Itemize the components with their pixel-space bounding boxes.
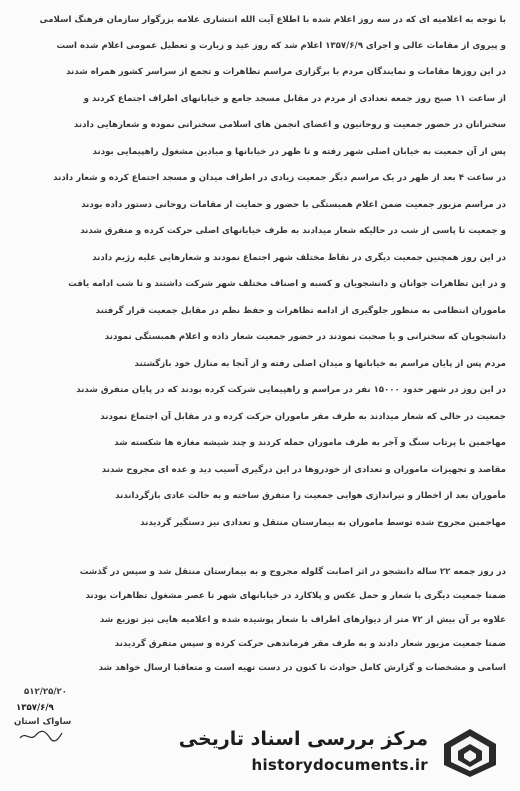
date-note: ۱۳۵۷/۶/۹: [16, 703, 54, 713]
text-line: دانشجویان که سخنرانی و یا صحبت نمودند در حضور جمعیت شعار داده و اعلام همبستگی نمودند: [104, 332, 506, 342]
text-line: از ساعت ۱۱ صبح روز جمعه تعدادی از مردم در مقابل مسجد جامع و خیابانهای اطراف اجتماع کردند و: [83, 94, 506, 104]
text-line: ماموران انتظامی به منظور جلوگیری از ادامه تظاهرات و حفظ نظم در مقابل جمعیت قرار گرفتند: [95, 306, 506, 316]
text-line: پس از آن جمعیت به خیابان اصلی شهر رفته و تا ظهر در خیابانها و میادین مشغول راهپیمایی بودند: [92, 147, 506, 157]
text-line: مهاجمین با پرتاب سنگ و آجر به طرف ماموران حمله کردند و چند شیشه مغازه ها شکسته شد: [114, 438, 506, 448]
text-line: ضمنا جمعیت دیگری با شعار و حمل عکس و پلاکارد در خیابانهای شهر تا عصر مشغول تظاهرات بودند: [85, 591, 506, 601]
text-line: اسامی و مشخصات و گزارش کامل حوادث تا کنون در دست تهیه است و متعاقبا ارسال خواهد شد: [98, 663, 506, 673]
text-line: در روز جمعه ۲۲ ساله دانشجو در اثر اصابت گلوله مجروح و به بیمارستان منتقل شد و سپس در گذشت: [79, 567, 506, 577]
text-line: در ساعت ۴ بعد از ظهر در یک مراسم دیگر جمعیت زیادی در اطراف میدان و مسجد اجتماع کرده و شعار دادند: [53, 173, 506, 183]
text-line: سخنرانان در حضور جمعیت و روحانیون و اعضای انجمن های اسلامی سخنرانی نموده و شعارهایی دادند: [73, 120, 506, 130]
watermark-url: historydocuments.ir: [251, 756, 428, 774]
text-line: و در این تظاهرات جوانان و دانشجویان و کسبه و اصناف مختلف شهر شرکت داشتند و تا شب ادامه یافت: [68, 279, 506, 289]
text-line: مهاجمین مجروح شده توسط ماموران به بیمارستان منتقل و تعدادی نیز دستگیر گردیدند: [140, 518, 506, 528]
text-line: ضمنا جمعیت مزبور شعار دادند و به طرف مقر فرماندهی حرکت کرده و سپس متفرق گردیدند: [114, 639, 506, 649]
text-line: ۵۱۲/۲۵/۲۰: [24, 687, 67, 697]
text-line: مردم پس از پایان مراسم به خیابانها و میدان اصلی رفته و از آنجا به منازل خود بازگشتند: [134, 359, 506, 369]
text-line: علاوه بر آن بیش از ۷۲ متر از دیوارهای اطراف با شعار پوشیده شده و اعلامیه هایی نیز توزیع شد: [99, 615, 506, 625]
watermark-title: مرکز بررسی اسناد تاریخی: [178, 728, 428, 750]
archive-logo-icon: [440, 727, 500, 779]
text-line: جمعیت در حالی که شعار میدادند به طرف مقر ماموران حرکت کرده و در مقابل آن اجتماع نمودند: [100, 412, 506, 422]
text-line: در این روز همچنین جمعیت دیگری در نقاط مختلف شهر اجتماع نمودند و شعارهایی علیه رژیم دادند: [92, 253, 506, 263]
text-line: و پیروی از مقامات عالی و اجرای ۱۳۵۷/۶/۹ اعلام شد که روز عید و زیارت و تعطیل عمومی اعلام شده است: [56, 41, 506, 51]
footer-line: ساواک استان: [14, 717, 72, 727]
text-line: در این روزها مقامات و نمایندگان مردم با برگزاری مراسم تظاهرات و تجمع از سراسر کشور همراه شدند: [66, 67, 506, 77]
archive-watermark: [178, 723, 508, 783]
signature-scribble: [18, 729, 64, 743]
text-line: با توجه به اعلامیه ای که در سه روز اعلام شده با اطلاع آیت الله انتشاری علامه بزرگوار سازمان فرهنگ اسلامی: [39, 15, 506, 25]
text-line: در این روز در شهر حدود ۱۵۰۰۰ نفر در مراسم و راهپیمایی شرکت کرده بودند که در پایان متفرق شدند: [76, 385, 506, 395]
text-line: در مراسم مزبور جمعیت ضمن اعلام همبستگی با حضور و حمایت از مقامات روحانی دستور داده بودند: [81, 200, 506, 210]
text-line: مأموران بعد از اخطار و تیراندازی هوایی جمعیت را متفرق ساخته و به حالت عادی بازگرداندند: [115, 491, 506, 501]
text-line: مقاصد و تجهیزات ماموران و تعدادی از خودروها در این درگیری آسیب دید و عده ای مجروح شدند: [101, 465, 506, 475]
text-line: و جمعیت تا پاسی از شب در حالیکه شعار میدادند به طرف خیابانهای اصلی حرکت کرده و متفرق شدند: [80, 226, 506, 236]
